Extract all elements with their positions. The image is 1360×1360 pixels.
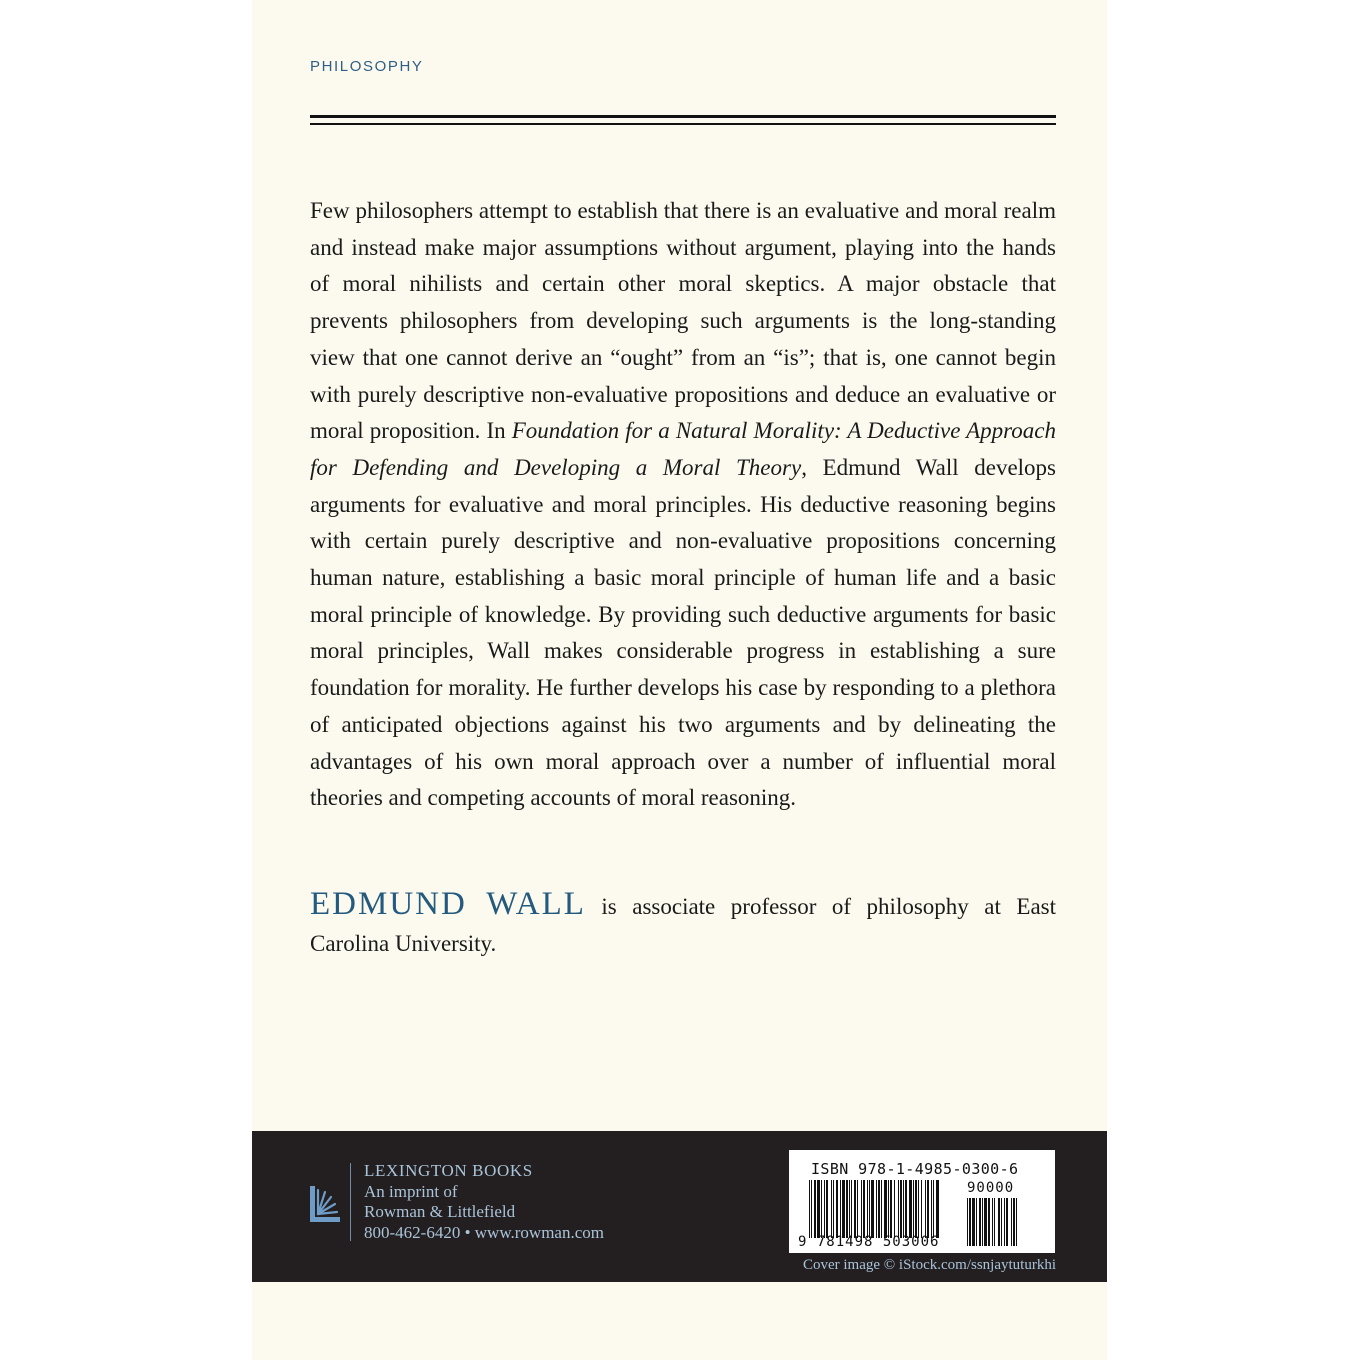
publisher-contact: 800-462-6420 • www.rowman.com	[364, 1222, 604, 1242]
blurb-text-body: , Edmund Wall develops arguments for evaluative and moral principles. His deductive reasoning begins with certain purely descriptive and non-evaluative propositions concerning human nature, establishing a basic moral principle of human life and a basic moral principle of knowledge. By providing such deductive arguments for basic moral principles, Wall makes considerable progress in establishing a sure foundation for morality. He further develops his case by responding to a plethora of anticipated objections against his two arguments and by delineating the advantages of his own moral approach over a number of influential moral theories and competing accounts of moral reasoning.	[310, 454, 1057, 811]
book-blurb	[310, 193, 1056, 817]
author-name: EDMUND WALL	[310, 886, 586, 922]
top-rule-thick	[310, 115, 1056, 118]
author-bio-text: is associate professor of philosophy at East Carolina University.	[310, 894, 1057, 956]
top-rule-thin	[310, 123, 1056, 125]
isbn-number: ISBN 978-1-4985-0300-6	[811, 1160, 1019, 1178]
publisher-info	[364, 1161, 604, 1243]
publisher-name: LEXINGTON BOOKS	[364, 1161, 533, 1180]
ean-barcode-icon	[809, 1180, 957, 1238]
author-bio	[310, 886, 1056, 962]
imprint-line: An imprint of	[364, 1181, 458, 1201]
isbn-barcode	[789, 1150, 1055, 1253]
barcode-digits: 9 781498 503006	[798, 1234, 940, 1250]
publisher-logo-icon	[308, 1184, 342, 1224]
category-label: PHILOSOPHY	[310, 58, 424, 75]
parent-publisher: Rowman & Littlefield	[364, 1202, 516, 1221]
publisher-footer	[252, 1131, 1107, 1282]
book-title: Foundation for a Natural Morality: A Deductive Approach for Defending and Developing a Moral Theory	[310, 418, 1056, 480]
blurb-text-intro: Few philosophers attempt to establish that there is an evaluative and moral realm and instead make major assumptions without argument, playing into the hands of moral nihilists and certain other moral skeptics. A major obstacle that prevents philosophers from developing such arguments is the long-standing view that one cannot derive an “ought” from an “is”; that is, one cannot begin with purely descriptive non-evaluative propositions and deduce an evaluative or moral proposition. In	[310, 198, 1056, 444]
price-code: 90000	[967, 1180, 1015, 1196]
book-back-cover	[252, 0, 1107, 1360]
logo-divider	[350, 1163, 351, 1241]
cover-image-credit: Cover image © iStock.com/ssnjaytuturkhi	[802, 1257, 1056, 1273]
price-barcode-icon	[967, 1198, 1039, 1246]
